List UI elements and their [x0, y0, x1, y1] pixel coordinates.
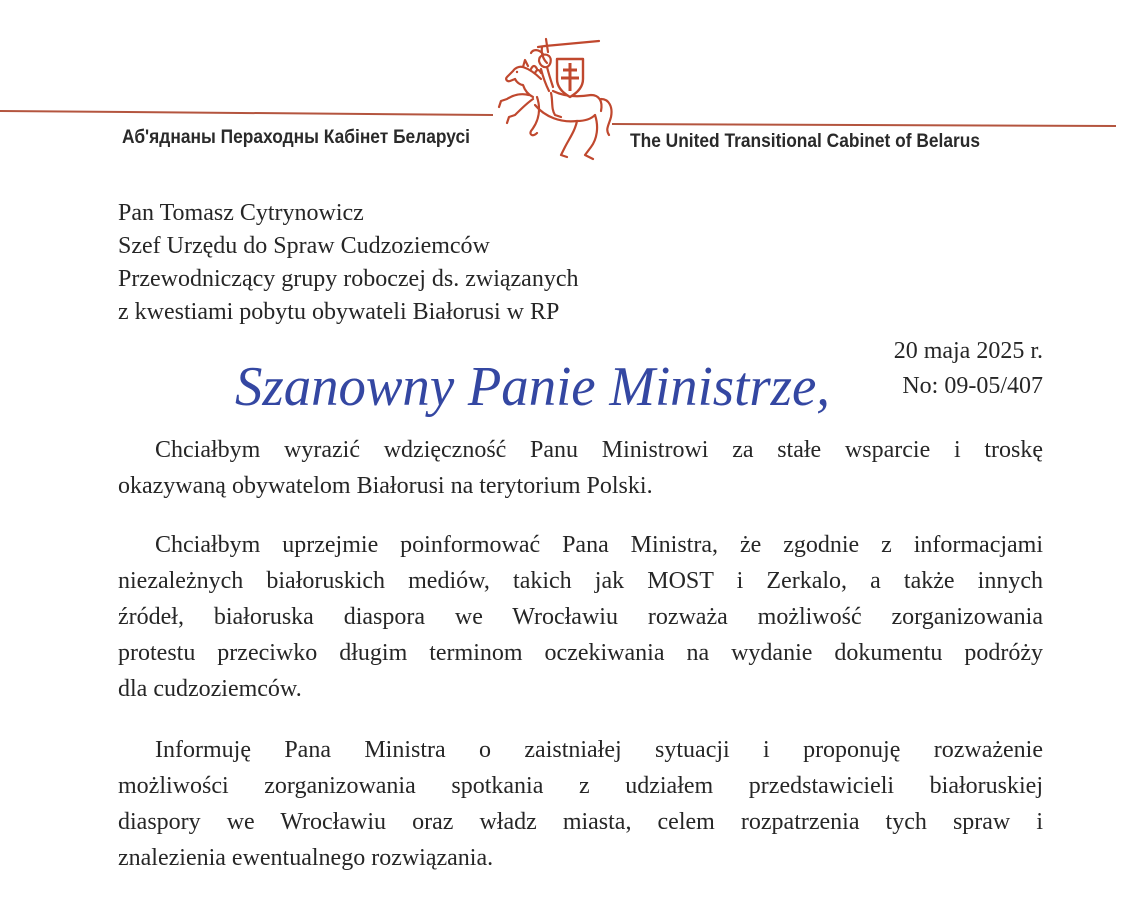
letter-reference: No: 09-05/407	[902, 373, 1043, 399]
paragraph-line: Chciałbym wyrazić wdzięczność Panu Ministrowi za stałe wsparcie i troskę	[155, 437, 1043, 463]
knight-torso-front	[547, 67, 553, 87]
org-name-english: The United Transitional Cabinet of Belarus	[630, 131, 980, 152]
handwritten-salutation	[225, 340, 865, 430]
org-name-belarusian: Аб'яднаны Пераходны Кабінет Беларусі	[122, 127, 470, 148]
paragraph-line: dla cudzoziemców.	[118, 676, 302, 702]
sword-crossguard	[546, 39, 548, 52]
horse-eye	[516, 71, 518, 73]
paragraph-line: niezależnych białoruskich mediów, takich jak MOST i Zerkalo, a także innych	[118, 568, 1043, 594]
sword-blade	[545, 41, 599, 46]
knight-leg	[551, 93, 561, 117]
horse-back	[553, 91, 602, 111]
body-paragraph-2	[118, 527, 1043, 707]
paragraph-line: możliwości zorganizowania spotkania z udziałem przedstawicieli białoruskiej	[118, 773, 1043, 799]
body-paragraph-3	[118, 732, 1043, 876]
recipient-role-line-2: z kwestiami pobytu obywateli Białorusi w RP	[118, 299, 560, 325]
paragraph-line: okazywaną obywatelom Białorusi na terytorium Polski.	[118, 473, 653, 499]
horse-ear	[523, 60, 528, 67]
emblem-horse	[499, 60, 612, 159]
horse-hind-leg-front	[561, 121, 577, 157]
recipient-name: Pan Tomasz Cytrynowicz	[118, 200, 364, 226]
pahonia-emblem-icon	[499, 39, 612, 159]
body-paragraph-1	[118, 432, 1043, 504]
letter-meta	[894, 334, 1043, 404]
saddle-cloth	[530, 97, 539, 135]
emblem-sword	[538, 39, 599, 52]
horse-belly	[535, 105, 595, 121]
recipient-office: Szef Urzędu do Spraw Cudzoziemców	[118, 233, 490, 259]
paragraph-line: Chciałbym uprzejmie poinformować Pana Ministra, że zgodnie z informacjami	[155, 532, 1043, 558]
paragraph-line: znalezienia ewentualnego rozwiązania.	[118, 845, 494, 871]
horse-front-leg-lower	[507, 99, 533, 123]
letter-date: 20 maja 2025 r.	[893, 338, 1043, 364]
paragraph-line: diaspory we Wrocławiu oraz władz miasta, celem rozpatrzenia tych spraw i	[118, 809, 1043, 835]
header-rule-right	[612, 124, 1116, 126]
recipient-role-line-1: Przewodniczący grupy roboczej ds. związanych	[118, 266, 579, 292]
paragraph-line: Informuję Pana Ministra o zaistniałej sytuacji i proponuję rozważenie	[155, 737, 1043, 763]
salutation-text: Szanowny Panie Ministrze,	[235, 356, 830, 418]
paragraph-line: źródeł, białoruska diaspora we Wrocławiu rozważa możliwość zorganizowania	[118, 604, 1043, 630]
horse-hind-leg-back	[585, 115, 597, 159]
recipient-block	[118, 197, 578, 329]
paragraph-line: protestu przeciwko długim terminom oczekiwania na wydanie dokumentu podróży	[118, 640, 1043, 666]
letterhead	[0, 0, 1124, 170]
header-rule-left	[0, 111, 493, 115]
horse-tail	[601, 99, 612, 135]
